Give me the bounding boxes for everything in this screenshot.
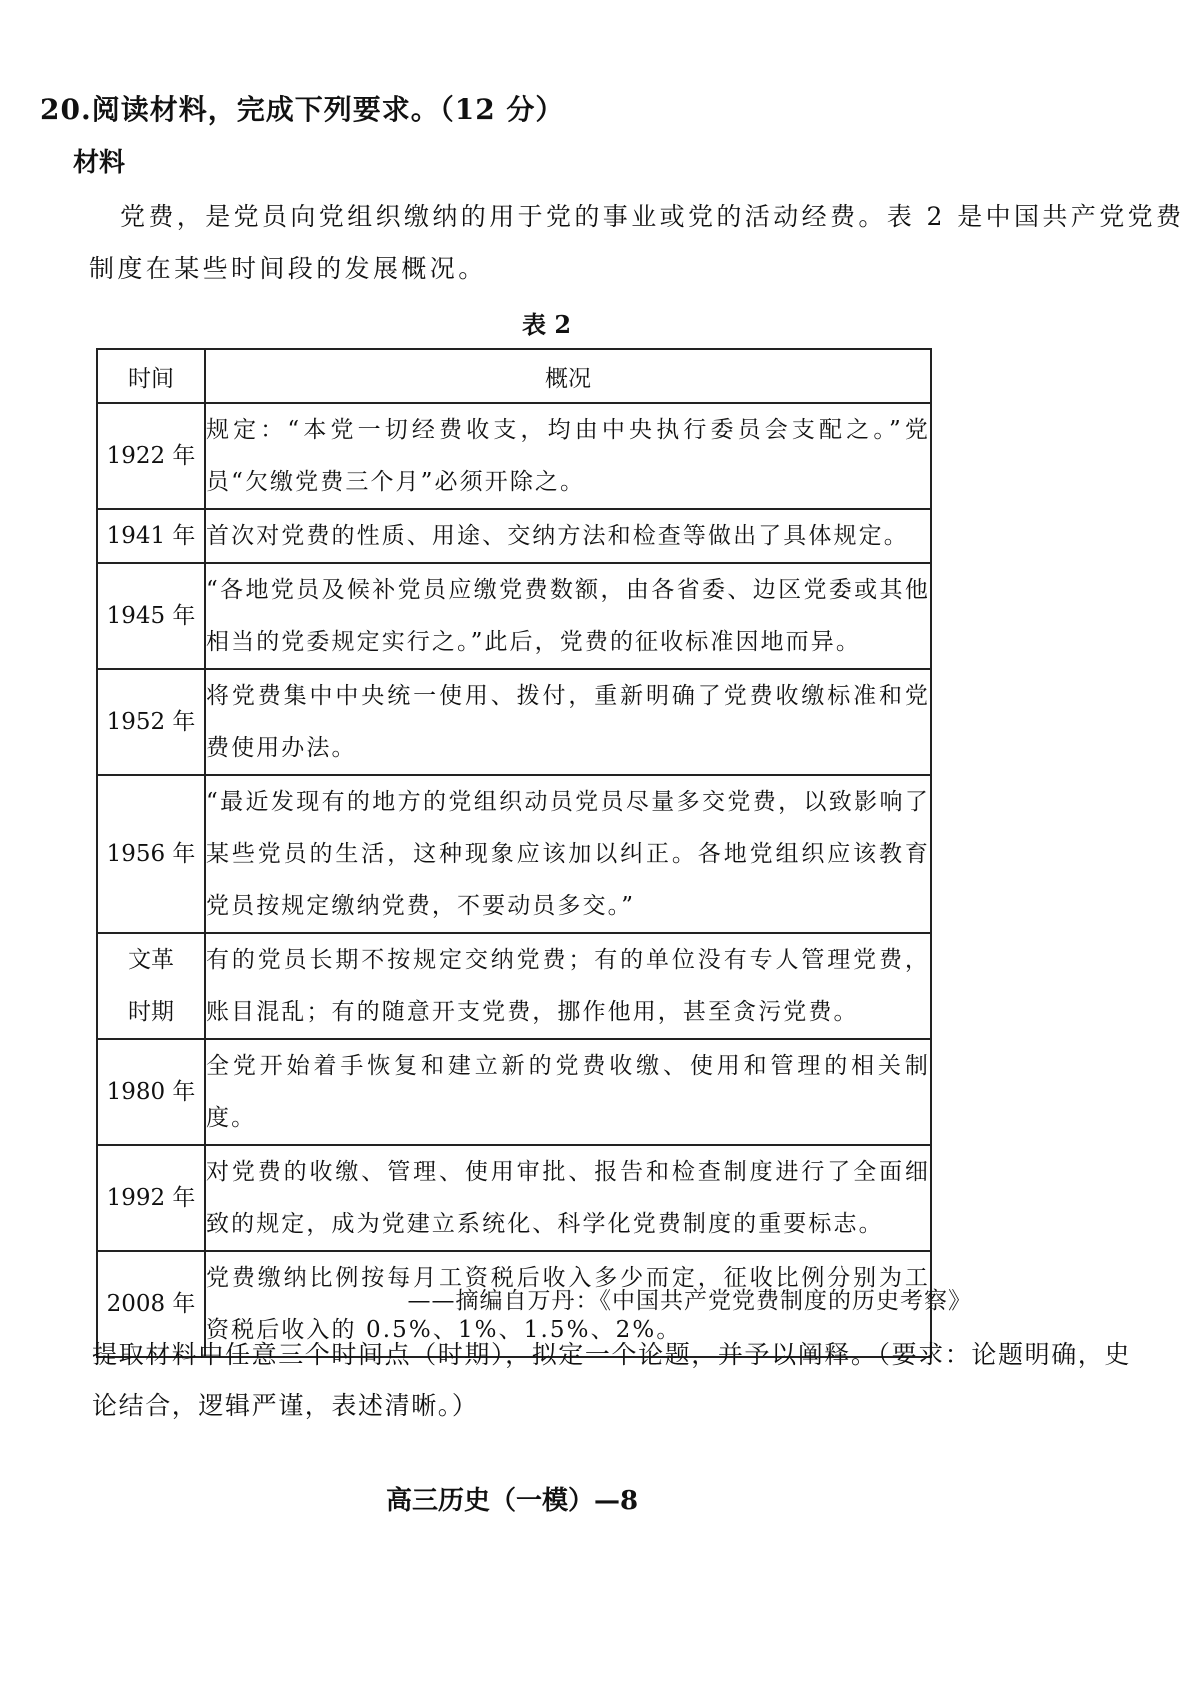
task-line-2: 论结合，逻辑严谨，表述清晰。） [92,1391,479,1420]
row-time [97,933,205,1039]
row-time: 1980 年 [97,1039,205,1145]
question-title: 20.阅读材料，完成下列要求。（12 分） [40,93,565,126]
row-text: 首次对党费的性质、用途、交纳方法和检查等做出了具体规定。 [205,509,931,563]
row-time: 1945 年 [97,563,205,669]
material-intro-line-1: 党费，是党员向党组织缴纳的用于党的事业或党的活动经费。表 2 是中国共产党党费 [120,202,1185,231]
row-text: 党费缴纳比例按每月工资税后收入多少而定，征收比例分别为工资税后收入的 0.5%、1%、1.5%、2%。 [205,1251,931,1357]
table-row [97,403,931,509]
row-text: 对党费的收缴、管理、使用审批、报告和检查制度进行了全面细致的规定，成为党建立系统化、科学化党费制度的重要标志。 [205,1145,931,1251]
material-intro-line-2: 制度在某些时间段的发展概况。 [89,254,487,283]
row-text: 将党费集中中央统一使用、拨付，重新明确了党费收缴标准和党费使用办法。 [205,669,931,775]
row-text: 有的党员长期不按规定交纳党费；有的单位没有专人管理党费，账目混乱；有的随意开支党费，挪作他用，甚至贪污党费。 [205,933,931,1039]
table-row [97,1145,931,1251]
row-text: “最近发现有的地方的党组织动员党员尽量多交党费，以致影响了某些党员的生活，这种现象应该加以纠正。各地党组织应该教育党员按规定缴纳党费，不要动员多交。” [205,775,931,933]
task-line-1: 提取材料中任意三个时间点（时期），拟定一个论题，并予以阐释。（要求：论题明确，史 [92,1340,1132,1369]
table-header-row [97,349,931,403]
row-time: 1952 年 [97,669,205,775]
material-label: 材料 [73,148,126,178]
row-time: 1941 年 [97,509,205,563]
table-caption: 表 2 [521,310,572,339]
row-text: “各地党员及候补党员应缴党费数额，由各省委、边区党委或其他相当的党委规定实行之。”此后，党费的征收标准因地而异。 [205,563,931,669]
row-time: 1956 年 [97,775,205,933]
page-footer: 高三历史（一模）—8 [385,1486,639,1516]
header-overview: 概况 [205,349,931,403]
table-row [97,563,931,669]
row-time: 1992 年 [97,1145,205,1251]
table-row [97,775,931,933]
party-fee-table [96,348,932,1358]
row-time-line-2: 时期 [128,999,174,1025]
table-row [97,933,931,1039]
header-time: 时间 [97,349,205,403]
row-text: 全党开始着手恢复和建立新的党费收缴、使用和管理的相关制度。 [205,1039,931,1145]
table-row [97,669,931,775]
table-source: ——摘编自万丹：《中国共产党党费制度的历史考察》 [407,1288,972,1314]
table-row [97,509,931,563]
row-time: 1922 年 [97,403,205,509]
row-time-line-1: 文革 [128,947,174,973]
row-time: 2008 年 [97,1251,205,1357]
table-row [97,1039,931,1145]
row-text: 规定：“本党一切经费收支，均由中央执行委员会支配之。”党员“欠缴党费三个月”必须开除之。 [205,403,931,509]
